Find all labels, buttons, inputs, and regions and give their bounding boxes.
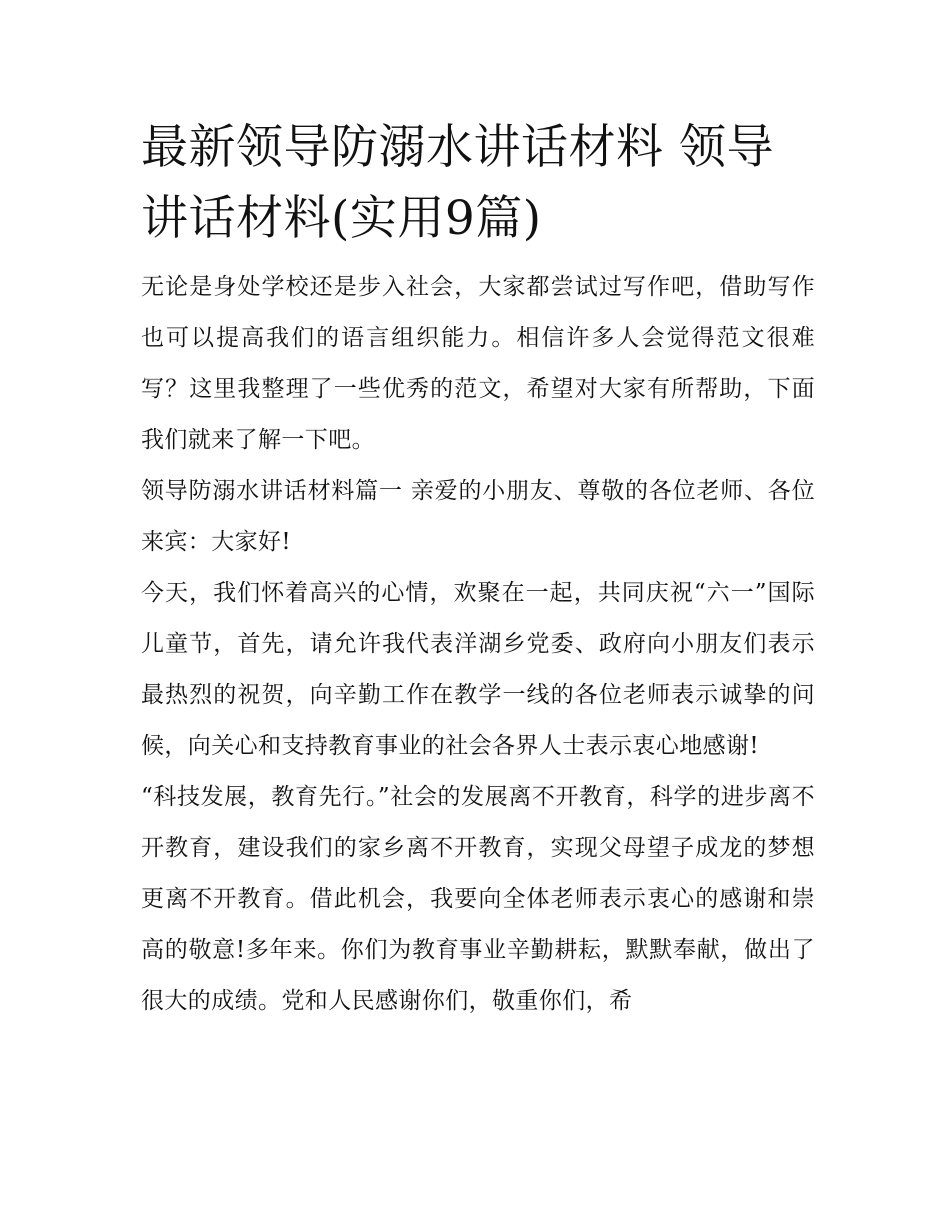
- document-body: [141, 112, 815, 1027]
- paragraph-education: “科技发展，教育先行。”社会的发展离不开教育，科学的进步离不开教育，建设我们的家乡离不开教育，实现父母望子成龙的梦想更离不开教育。借此机会，我要向全体老师表示衷心的感谢和崇高的敬意!多年来。你们为教育事业辛勤耕耘，默默奉献，做出了很大的成绩。党和人民感谢你们，敬重你们，希: [141, 784, 815, 1014]
- paragraph-intro: 无论是身处学校还是步入社会，大家都尝试过写作吧，借助写作也可以提高我们的语言组织能力。相信许多人会觉得范文很难写？这里我整理了一些优秀的范文，希望对大家有所帮助，下面我们就来了解一下吧。: [141, 274, 815, 453]
- paragraph-celebration: 今天，我们怀着高兴的心情，欢聚在一起，共同庆祝“六一”国际儿童节，首先，请允许我代表洋湖乡党委、政府向小朋友们表示最热烈的祝贺，向辛勤工作在教学一线的各位老师表示诚挚的问候，向关心和支持教育事业的社会各界人士表示衷心地感谢!: [141, 580, 815, 759]
- paragraph-greeting: 领导防溺水讲话材料篇一 亲爱的小朋友、尊敬的各位老师、各位来宾：大家好!: [141, 478, 815, 555]
- document-title: 最新领导防溺水讲话材料 领导讲话材料(实用9篇): [141, 120, 774, 246]
